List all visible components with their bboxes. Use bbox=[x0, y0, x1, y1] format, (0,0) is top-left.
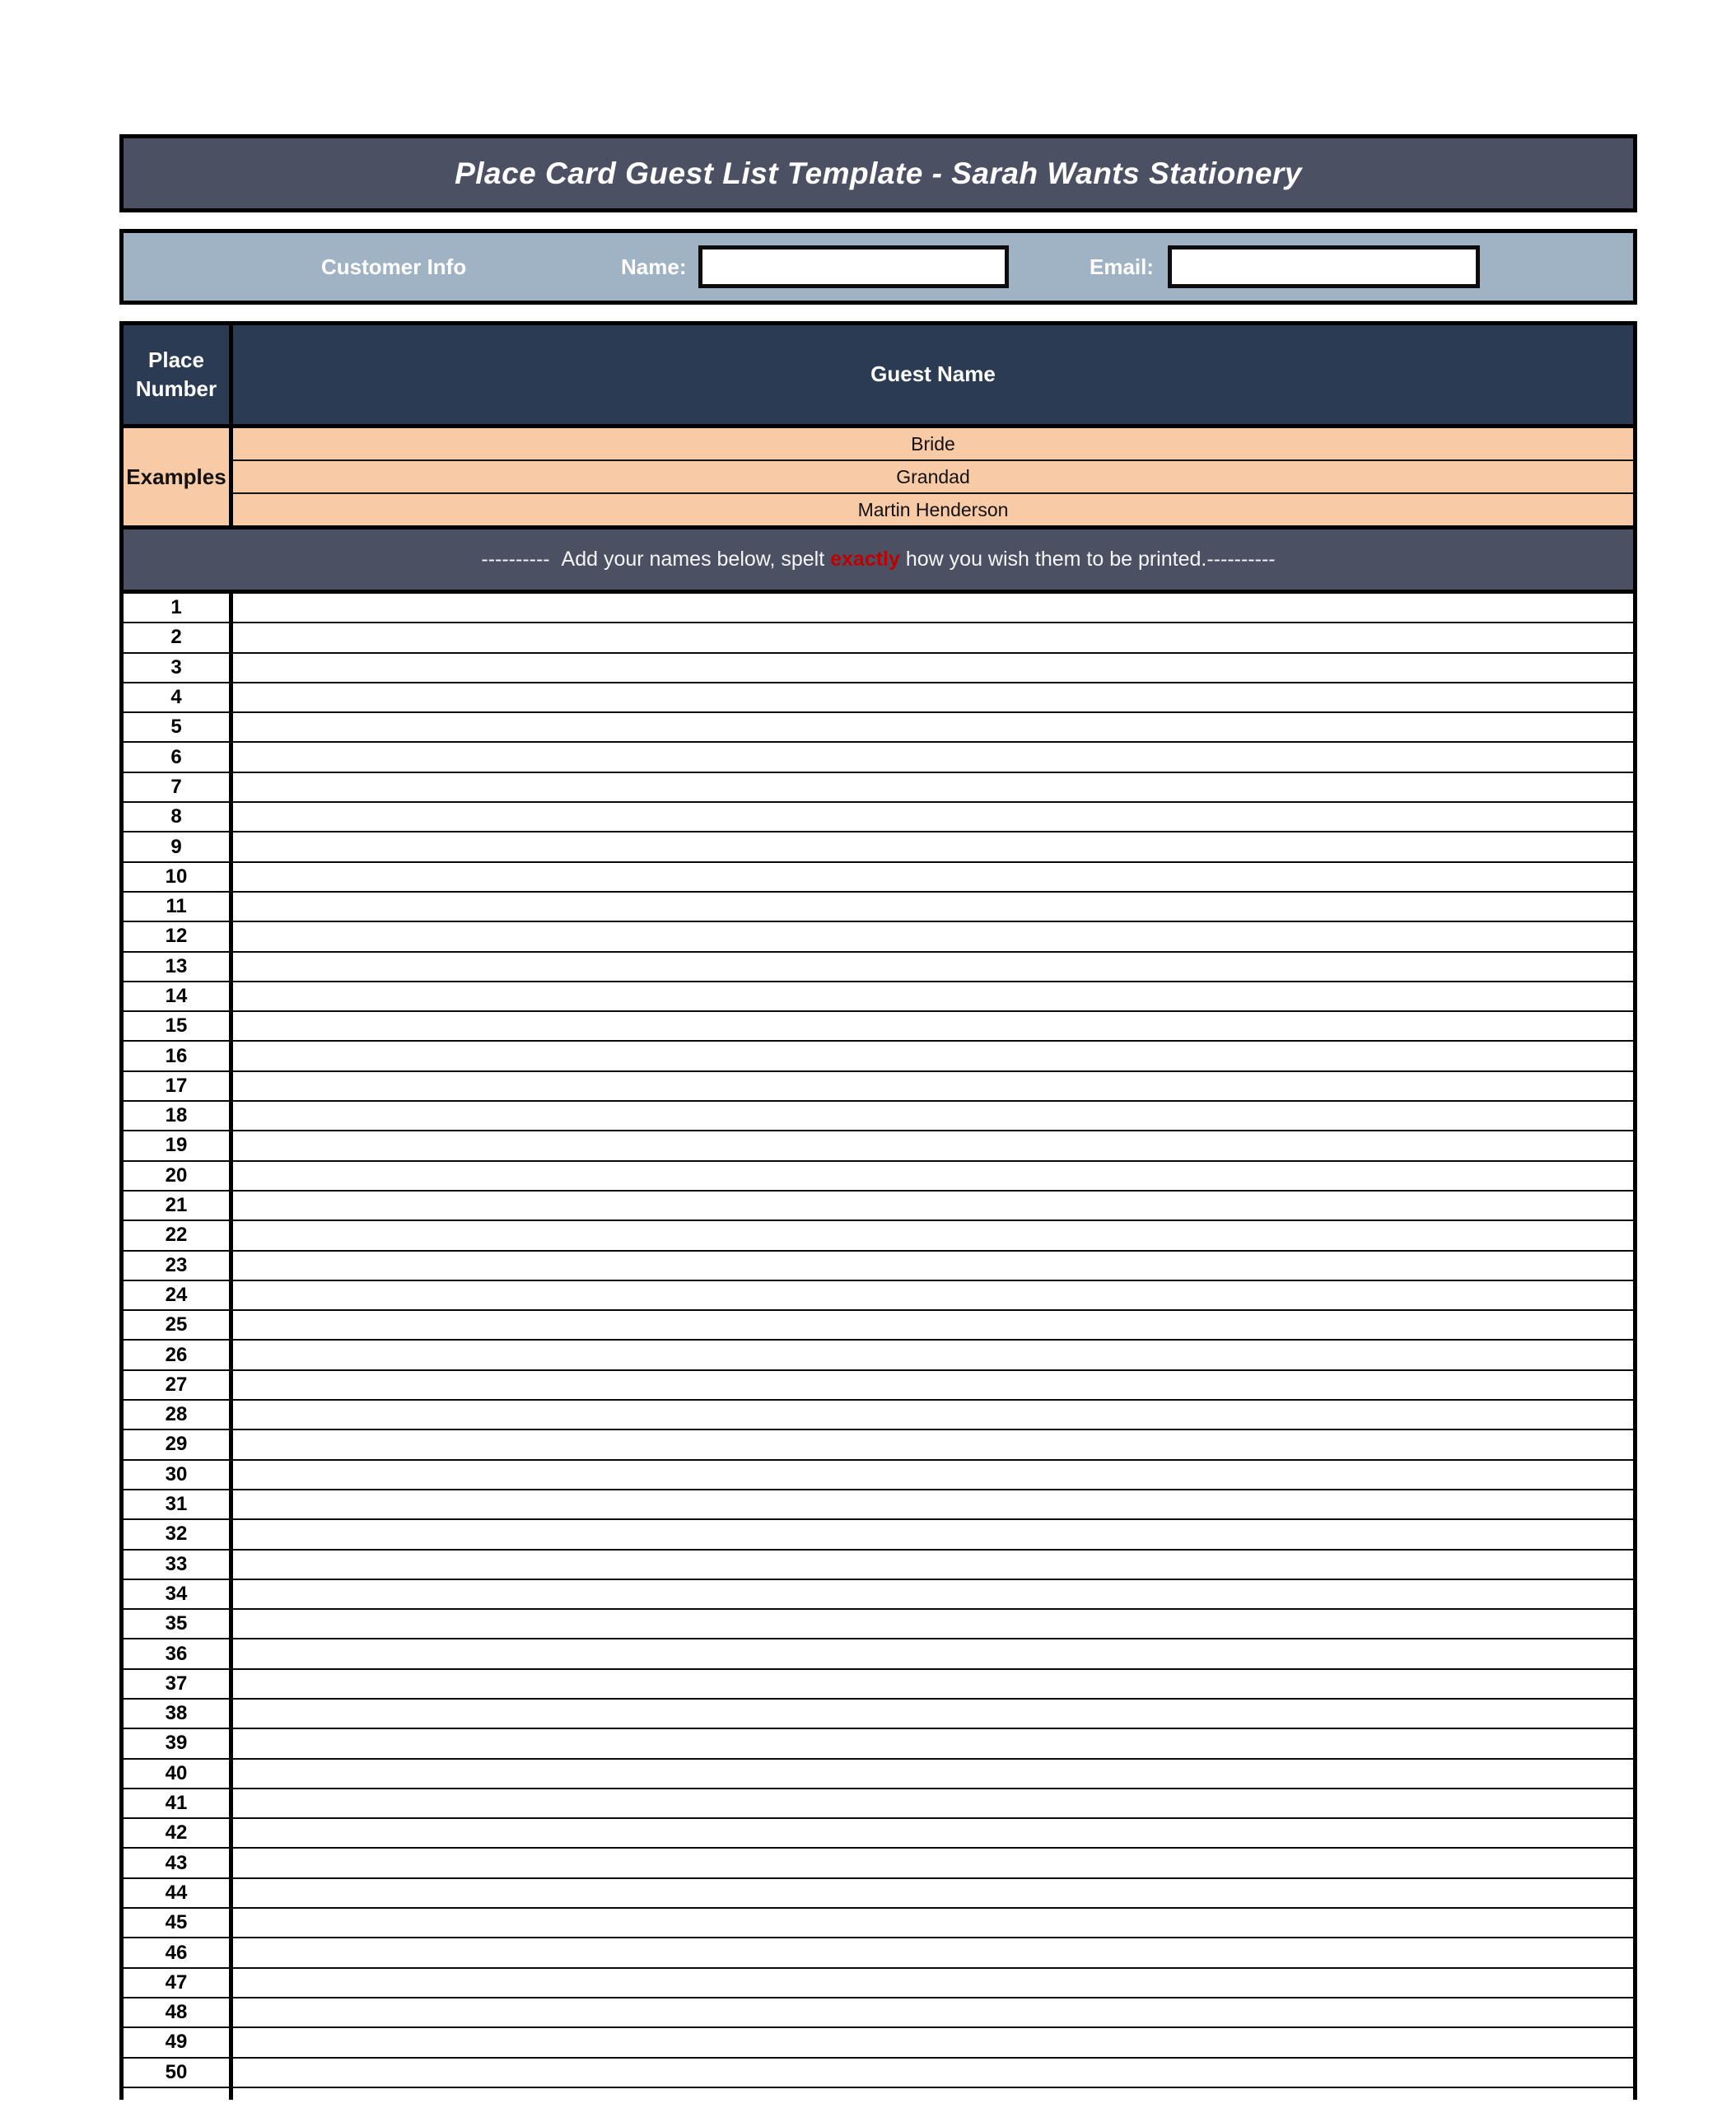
table-row bbox=[124, 1072, 1633, 1102]
guest-name-cell[interactable] bbox=[233, 1490, 1633, 1518]
table-row bbox=[124, 1520, 1633, 1550]
place-number-cell: 3 bbox=[124, 654, 233, 682]
table-row bbox=[124, 1461, 1633, 1490]
table-row bbox=[124, 1789, 1633, 1819]
place-number-cell: 5 bbox=[124, 713, 233, 741]
clipped-row bbox=[124, 2088, 1633, 2100]
table-row bbox=[124, 2028, 1633, 2058]
guest-name-cell[interactable] bbox=[233, 1072, 1633, 1100]
place-number-cell: 27 bbox=[124, 1371, 233, 1399]
table-row bbox=[124, 1221, 1633, 1251]
place-number-cell: 17 bbox=[124, 1072, 233, 1100]
table-row bbox=[124, 1639, 1633, 1669]
guest-name-cell[interactable] bbox=[233, 953, 1633, 981]
instruction-banner bbox=[124, 529, 1633, 594]
place-number-cell: 30 bbox=[124, 1461, 233, 1489]
guest-name-cell[interactable] bbox=[233, 832, 1633, 860]
table-row bbox=[124, 1909, 1633, 1938]
guest-name-cell[interactable] bbox=[233, 654, 1633, 682]
table-row bbox=[124, 1729, 1633, 1759]
table-row bbox=[124, 1341, 1633, 1370]
guest-name-cell[interactable] bbox=[233, 1700, 1633, 1728]
guest-name-cell[interactable] bbox=[233, 1610, 1633, 1638]
table-row bbox=[124, 1042, 1633, 1071]
table-row bbox=[124, 1998, 1633, 2028]
table-row bbox=[124, 713, 1633, 743]
table-row bbox=[124, 1580, 1633, 1610]
example-guest: Grandad bbox=[233, 461, 1633, 494]
guest-name-cell[interactable] bbox=[233, 1879, 1633, 1907]
guest-name-cell[interactable] bbox=[233, 1849, 1633, 1877]
instruction-text-after: how you wish them to be printed. bbox=[899, 548, 1207, 571]
guest-name-cell[interactable] bbox=[233, 683, 1633, 711]
place-number-cell: 43 bbox=[124, 1849, 233, 1877]
guest-name-cell[interactable] bbox=[233, 1430, 1633, 1458]
guest-name-cell[interactable] bbox=[233, 713, 1633, 741]
place-number-cell: 26 bbox=[124, 1341, 233, 1369]
guest-list-table bbox=[119, 321, 1637, 2100]
name-input[interactable] bbox=[698, 245, 1009, 288]
table-row bbox=[124, 1490, 1633, 1520]
place-number-cell: 1 bbox=[124, 594, 233, 622]
table-row bbox=[124, 773, 1633, 803]
place-number-cell: 16 bbox=[124, 1042, 233, 1070]
guest-name-cell[interactable] bbox=[233, 1252, 1633, 1280]
table-row bbox=[124, 1760, 1633, 1789]
table-row bbox=[124, 594, 1633, 623]
table-row bbox=[124, 1012, 1633, 1042]
examples-band bbox=[124, 428, 1633, 529]
guest-name-cell[interactable] bbox=[233, 1969, 1633, 1997]
table-row bbox=[124, 1938, 1633, 1968]
place-number-cell: 24 bbox=[124, 1281, 233, 1309]
examples-label: Examples bbox=[124, 428, 233, 525]
place-number-header: Place Number bbox=[124, 325, 233, 424]
guest-name-cell[interactable] bbox=[233, 1192, 1633, 1220]
table-row bbox=[124, 1849, 1633, 1878]
guest-name-cell[interactable] bbox=[233, 863, 1633, 891]
place-number-cell: 33 bbox=[124, 1551, 233, 1579]
guest-name-cell[interactable] bbox=[233, 1909, 1633, 1937]
guest-rows bbox=[124, 594, 1633, 2088]
table-row bbox=[124, 1401, 1633, 1430]
place-number-cell: 19 bbox=[124, 1131, 233, 1159]
place-number-cell: 20 bbox=[124, 1162, 233, 1190]
title-bar bbox=[119, 134, 1637, 212]
guest-name-cell[interactable] bbox=[233, 922, 1633, 950]
guest-name-cell[interactable] bbox=[233, 1012, 1633, 1040]
place-number-cell: 8 bbox=[124, 803, 233, 831]
table-row bbox=[124, 803, 1633, 832]
page-title: Place Card Guest List Template - Sarah Wants Stationery bbox=[455, 156, 1302, 190]
guest-name-cell[interactable] bbox=[233, 1311, 1633, 1339]
place-number-cell: 4 bbox=[124, 683, 233, 711]
guest-name-cell[interactable] bbox=[233, 1520, 1633, 1548]
place-number-cell: 28 bbox=[124, 1401, 233, 1429]
table-row bbox=[124, 1430, 1633, 1460]
guest-name-cell[interactable] bbox=[233, 1580, 1633, 1608]
place-number-cell: 12 bbox=[124, 922, 233, 950]
place-number-cell: 50 bbox=[124, 2059, 233, 2087]
table-row bbox=[124, 1131, 1633, 1161]
place-number-cell: 6 bbox=[124, 743, 233, 771]
table-row bbox=[124, 623, 1633, 653]
guest-name-cell[interactable] bbox=[233, 1461, 1633, 1489]
place-number-cell: 49 bbox=[124, 2028, 233, 2056]
table-row bbox=[124, 2059, 1633, 2088]
place-number-cell: 35 bbox=[124, 1610, 233, 1638]
guest-name-cell[interactable] bbox=[233, 1401, 1633, 1429]
place-number-cell: 11 bbox=[124, 893, 233, 921]
table-row bbox=[124, 1311, 1633, 1341]
table-row bbox=[124, 1162, 1633, 1192]
guest-name-cell[interactable] bbox=[233, 893, 1633, 921]
guest-name-cell[interactable] bbox=[233, 1670, 1633, 1698]
customer-info-label: Customer Info bbox=[321, 254, 467, 279]
table-row bbox=[124, 1102, 1633, 1131]
email-label: Email: bbox=[1090, 254, 1155, 279]
table-row bbox=[124, 1551, 1633, 1580]
table-row bbox=[124, 1610, 1633, 1639]
table-row bbox=[124, 1281, 1633, 1311]
guest-name-cell[interactable] bbox=[233, 1162, 1633, 1190]
guest-name-header: Guest Name bbox=[870, 361, 996, 387]
guest-name-cell[interactable] bbox=[233, 1281, 1633, 1309]
guest-name-cell[interactable] bbox=[233, 743, 1633, 771]
place-number-cell: 38 bbox=[124, 1700, 233, 1728]
instruction-lead-dashes: ---------- bbox=[481, 548, 562, 571]
place-number-cell: 46 bbox=[124, 1938, 233, 1966]
table-row bbox=[124, 654, 1633, 683]
guest-name-cell[interactable] bbox=[233, 1341, 1633, 1369]
table-row bbox=[124, 1969, 1633, 1998]
place-number-cell: 13 bbox=[124, 953, 233, 981]
name-label: Name: bbox=[621, 254, 687, 279]
place-number-cell: 44 bbox=[124, 1879, 233, 1907]
table-header-row bbox=[124, 325, 1633, 428]
guest-name-cell[interactable] bbox=[233, 623, 1633, 651]
guest-name-cell[interactable] bbox=[233, 1551, 1633, 1579]
table-row bbox=[124, 832, 1633, 862]
place-number-cell: 9 bbox=[124, 832, 233, 860]
guest-name-cell[interactable] bbox=[233, 1131, 1633, 1159]
place-number-cell: 37 bbox=[124, 1670, 233, 1698]
guest-name-cell bbox=[233, 2088, 1633, 2100]
place-number-cell: 23 bbox=[124, 1252, 233, 1280]
place-number-cell: 45 bbox=[124, 1909, 233, 1937]
table-row bbox=[124, 922, 1633, 952]
place-number-cell: 31 bbox=[124, 1490, 233, 1518]
place-number-cell: 36 bbox=[124, 1639, 233, 1667]
examples-list bbox=[233, 428, 1633, 525]
guest-name-cell[interactable] bbox=[233, 594, 1633, 622]
table-row bbox=[124, 1700, 1633, 1729]
table-row bbox=[124, 1879, 1633, 1909]
guest-name-cell[interactable] bbox=[233, 982, 1633, 1010]
table-row bbox=[124, 893, 1633, 922]
instruction-trail-dashes: ---------- bbox=[1206, 548, 1276, 571]
place-number-cell: 7 bbox=[124, 773, 233, 801]
guest-name-cell[interactable] bbox=[233, 1221, 1633, 1249]
table-row bbox=[124, 743, 1633, 772]
place-number-cell: 10 bbox=[124, 863, 233, 891]
instruction-highlight: exactly bbox=[830, 548, 900, 571]
guest-name-cell[interactable] bbox=[233, 773, 1633, 801]
place-number-cell: 2 bbox=[124, 623, 233, 651]
table-row bbox=[124, 982, 1633, 1012]
email-input[interactable] bbox=[1168, 245, 1480, 288]
table-row bbox=[124, 683, 1633, 713]
guest-name-cell[interactable] bbox=[233, 1760, 1633, 1788]
place-number-cell: 15 bbox=[124, 1012, 233, 1040]
guest-name-cell[interactable] bbox=[233, 1042, 1633, 1070]
guest-name-cell[interactable] bbox=[233, 1789, 1633, 1817]
guest-name-cell[interactable] bbox=[233, 1998, 1633, 2026]
guest-name-cell[interactable] bbox=[233, 1819, 1633, 1847]
guest-name-cell[interactable] bbox=[233, 1639, 1633, 1667]
guest-name-cell[interactable] bbox=[233, 803, 1633, 831]
place-number-cell: 48 bbox=[124, 1998, 233, 2026]
place-number-cell: 32 bbox=[124, 1520, 233, 1548]
place-number-cell bbox=[124, 2088, 233, 2100]
guest-name-cell[interactable] bbox=[233, 1102, 1633, 1130]
table-row bbox=[124, 863, 1633, 893]
table-row bbox=[124, 1670, 1633, 1700]
guest-name-cell[interactable] bbox=[233, 1938, 1633, 1966]
place-number-cell: 22 bbox=[124, 1221, 233, 1249]
place-number-cell: 25 bbox=[124, 1311, 233, 1339]
place-number-cell: 34 bbox=[124, 1580, 233, 1608]
guest-name-cell[interactable] bbox=[233, 1729, 1633, 1757]
table-row bbox=[124, 1819, 1633, 1849]
place-number-cell: 29 bbox=[124, 1430, 233, 1458]
table-row bbox=[124, 953, 1633, 982]
place-number-cell: 39 bbox=[124, 1729, 233, 1757]
example-guest: Bride bbox=[233, 428, 1633, 461]
place-number-cell: 21 bbox=[124, 1192, 233, 1220]
example-guest: Martin Henderson bbox=[857, 498, 1009, 520]
place-number-cell: 41 bbox=[124, 1789, 233, 1817]
instruction-text-before: Add your names below, spelt bbox=[561, 548, 831, 571]
place-number-cell: 18 bbox=[124, 1102, 233, 1130]
guest-name-cell[interactable] bbox=[233, 2028, 1633, 2056]
table-row bbox=[124, 1371, 1633, 1401]
table-row bbox=[124, 1252, 1633, 1281]
table-row bbox=[124, 1192, 1633, 1221]
place-number-cell: 14 bbox=[124, 982, 233, 1010]
place-number-cell: 47 bbox=[124, 1969, 233, 1997]
customer-info-bar bbox=[119, 229, 1637, 305]
place-number-cell: 40 bbox=[124, 1760, 233, 1788]
guest-name-cell[interactable] bbox=[233, 2059, 1633, 2087]
place-number-cell: 42 bbox=[124, 1819, 233, 1847]
guest-name-cell[interactable] bbox=[233, 1371, 1633, 1399]
